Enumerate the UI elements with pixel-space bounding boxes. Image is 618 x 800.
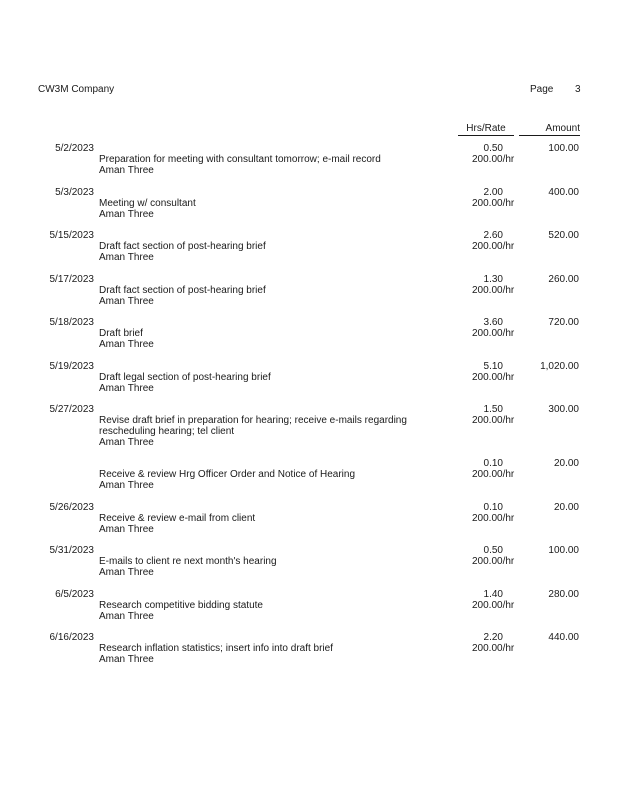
- entry-hours: 2.00: [483, 186, 503, 198]
- entry-hours: 1.40: [483, 588, 503, 600]
- billing-entry: [0, 632, 618, 676]
- entry-hours: 1.50: [483, 404, 503, 415]
- entry-rate: 200.00/hr: [472, 284, 515, 296]
- entry-date: 5/31/2023: [49, 545, 94, 556]
- billing-entry: [0, 361, 618, 405]
- entry-date: 6/5/2023: [55, 588, 94, 600]
- entry-amount: 440.00: [548, 632, 579, 643]
- entry-amount: 20.00: [553, 458, 579, 469]
- entry-description: Meeting w/ consultant: [99, 197, 196, 209]
- entry-rate: 200.00/hr: [472, 241, 515, 252]
- page-number: 3: [575, 84, 581, 95]
- entry-description: Draft brief: [99, 328, 143, 339]
- entry-date: 5/15/2023: [49, 230, 94, 241]
- entry-rate: 200.00/hr: [472, 328, 515, 339]
- entry-description-block: [99, 513, 429, 535]
- entry-timekeeper: Aman Three: [99, 480, 154, 491]
- entry-rate: 200.00/hr: [472, 599, 515, 611]
- entry-description: Draft fact section of post-hearing brief: [99, 284, 266, 296]
- entry-description-block: [99, 556, 429, 578]
- entry-hours: 0.50: [483, 143, 503, 154]
- entry-amount: 20.00: [553, 501, 579, 513]
- entry-hours: 0.10: [483, 501, 503, 513]
- billing-entry: [0, 274, 618, 318]
- entry-hours: 5.10: [483, 360, 503, 372]
- entry-hours: 0.10: [483, 458, 503, 469]
- entry-rate: 200.00/hr: [472, 371, 515, 383]
- entry-hours: 0.50: [483, 545, 503, 556]
- entry-rate: 200.00/hr: [472, 415, 515, 426]
- billing-entry: [0, 317, 618, 361]
- company-name: CW3M Company: [38, 84, 115, 95]
- entry-hours: 1.30: [483, 273, 503, 285]
- entry-description-block: [99, 198, 429, 220]
- entry-rate: 200.00/hr: [472, 154, 515, 165]
- entry-description: Draft legal section of post-hearing brief: [99, 371, 271, 383]
- entry-timekeeper: Aman Three: [99, 654, 154, 665]
- entry-description-block: [99, 469, 429, 491]
- entry-timekeeper: Aman Three: [99, 165, 154, 176]
- billing-entry: [0, 230, 618, 274]
- column-header-amount: Amount: [519, 123, 580, 136]
- entry-description-block: [99, 372, 429, 394]
- entry-amount: 100.00: [548, 545, 579, 556]
- entry-timekeeper: Aman Three: [99, 252, 154, 263]
- entry-timekeeper: Aman Three: [99, 567, 154, 578]
- entry-date: 6/16/2023: [49, 632, 94, 643]
- entry-amount: 400.00: [548, 186, 579, 198]
- billing-entry: [0, 404, 618, 458]
- entry-description-block: [99, 600, 429, 622]
- entry-description-block: [99, 241, 429, 263]
- entry-date: 5/26/2023: [49, 501, 94, 513]
- page-label: Page: [530, 84, 554, 95]
- entry-date: 5/17/2023: [49, 273, 94, 285]
- entry-hours: 2.20: [483, 632, 503, 643]
- entry-rate: 200.00/hr: [472, 643, 515, 654]
- entry-timekeeper: Aman Three: [99, 382, 154, 394]
- column-header-rate: Hrs/Rate: [458, 123, 514, 136]
- entry-timekeeper: Aman Three: [99, 295, 154, 307]
- billing-entries: [0, 143, 618, 676]
- entry-description: Research competitive bidding statute: [99, 599, 263, 611]
- entry-description-block: [99, 643, 429, 665]
- entry-date: 5/19/2023: [49, 360, 94, 372]
- entry-description: Receive & review e-mail from client: [99, 512, 256, 524]
- entry-description-block: [99, 328, 429, 350]
- entry-rate: 200.00/hr: [472, 197, 515, 209]
- entry-rate: 200.00/hr: [472, 512, 515, 524]
- entry-description: E-mails to client re next month's hearing: [99, 556, 277, 567]
- entry-date: 5/2/2023: [55, 143, 94, 154]
- entry-description-block: [99, 285, 429, 307]
- entry-description: Research inflation statistics; insert info into draft brief: [99, 643, 333, 654]
- entry-description: Draft fact section of post-hearing brief: [99, 241, 266, 252]
- entry-timekeeper: Aman Three: [99, 523, 154, 535]
- entry-description-block: [99, 154, 429, 176]
- entry-amount: 720.00: [548, 317, 579, 328]
- entry-description: Receive & review Hrg Officer Order and Notice of Hearing: [99, 469, 356, 480]
- entry-date: 5/27/2023: [49, 404, 94, 415]
- entry-amount: 1,020.00: [540, 360, 579, 372]
- billing-entry: [0, 143, 618, 187]
- entry-hours: 2.60: [483, 230, 503, 241]
- entry-timekeeper: Aman Three: [99, 208, 154, 220]
- entry-rate: 200.00/hr: [472, 469, 515, 480]
- entry-description: Revise draft brief in preparation for hearing; receive e-mails regarding rescheduling hearing; tel client: [99, 415, 407, 437]
- billing-entry: [0, 458, 618, 502]
- entry-timekeeper: Aman Three: [99, 610, 154, 622]
- entry-description: Preparation for meeting with consultant tomorrow; e-mail record: [99, 154, 381, 165]
- billing-entry: [0, 187, 618, 231]
- entry-amount: 260.00: [548, 273, 579, 285]
- billing-entry: [0, 502, 618, 546]
- entry-timekeeper: Aman Three: [99, 339, 154, 350]
- entry-timekeeper: Aman Three: [99, 437, 154, 448]
- entry-date: 5/3/2023: [55, 186, 94, 198]
- entry-amount: 280.00: [548, 588, 579, 600]
- entry-hours: 3.60: [483, 317, 503, 328]
- entry-date: 5/18/2023: [49, 317, 94, 328]
- entry-amount: 100.00: [548, 143, 579, 154]
- entry-amount: 300.00: [548, 404, 579, 415]
- billing-entry: [0, 545, 618, 589]
- entry-rate: 200.00/hr: [472, 556, 515, 567]
- entry-amount: 520.00: [548, 230, 579, 241]
- billing-entry: [0, 589, 618, 633]
- entry-description-block: [99, 415, 429, 448]
